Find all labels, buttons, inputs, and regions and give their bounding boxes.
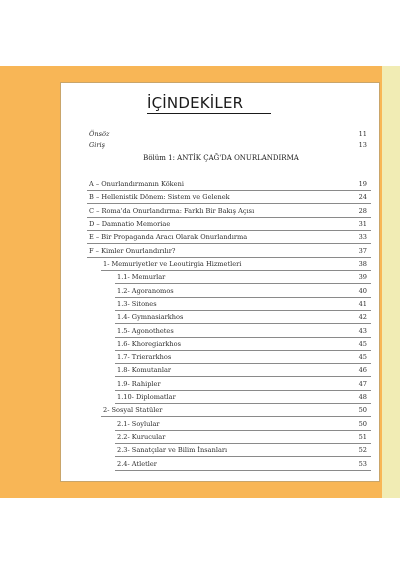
toc-entry-row [61, 205, 381, 217]
toc-entry-row [61, 444, 381, 456]
toc-entry-page: 53 [358, 459, 367, 468]
toc-entry-page: 38 [358, 259, 367, 268]
toc-entry-label: E – Bir Propaganda Aracı Olarak Onurlandırma [89, 233, 248, 242]
front-matter-label: Giriş [89, 141, 106, 149]
title-underline [147, 113, 271, 114]
toc-entry-label: 1.6- Khoregiarkhos [117, 339, 182, 348]
toc-entry-label: 1- Memuriyetler ve Leoutirgia Hizmetleri [103, 259, 242, 268]
toc-entry-row [61, 271, 381, 283]
toc-entry-label: 2- Sosyal Statüler [103, 406, 163, 415]
toc-entry-page: 50 [358, 406, 367, 415]
toc-entry-page: 31 [358, 219, 367, 228]
toc-entry-row [61, 178, 381, 190]
toc-entry-page: 50 [358, 419, 367, 428]
toc-entry-row [61, 285, 381, 297]
toc-entry-label: 1.10- Diplomatlar [117, 393, 176, 402]
toc-entry-row [61, 191, 381, 203]
toc-entry-label: 2.2- Kurucular [117, 433, 166, 442]
toc-entry-page: 46 [358, 366, 367, 375]
toc-entry-page: 24 [358, 193, 367, 202]
toc-entry-row [61, 311, 381, 323]
toc-entry-page: 19 [358, 180, 367, 188]
toc-entry-row [61, 364, 381, 376]
toc-entry-label: 2.4- Atletler [117, 459, 157, 468]
toc-entry-row [61, 458, 381, 470]
toc-entry-row [61, 298, 381, 310]
front-matter-page: 13 [358, 141, 367, 149]
toc-entry-page: 47 [358, 379, 367, 388]
toc-entry-page: 28 [358, 206, 367, 215]
toc-entry-row [61, 218, 381, 230]
toc-entry-page: 37 [358, 246, 367, 255]
toc-entry-label: A – Onurlandırmanın Kökeni [89, 180, 184, 188]
toc-entry-page: 42 [358, 313, 367, 322]
toc-entry-label: 1.5- Agonothetes [117, 326, 174, 335]
toc-entry-row [61, 325, 381, 337]
toc-entry-row [61, 231, 381, 243]
toc-entry-label: F – Kimler Onurlandırılır? [89, 246, 176, 255]
toc-entry-row [61, 245, 381, 257]
toc-entry-row [61, 338, 381, 350]
front-matter-label: Önsöz [89, 130, 110, 138]
toc-entry-page: 45 [358, 339, 367, 348]
toc-entry-row [61, 351, 381, 363]
toc-entry-label: C – Roma'da Onurlandırma: Farklı Bir Bakış Açısı [89, 206, 255, 215]
toc-entry-page: 43 [358, 326, 367, 335]
front-matter-row [61, 139, 381, 151]
toc-entry-row [61, 391, 381, 403]
toc-page [60, 82, 380, 482]
toc-leader-line [115, 470, 371, 471]
toc-entry-label: 1.8- Komutanlar [117, 366, 172, 375]
toc-entry-label: 1.3- Sitones [117, 299, 157, 308]
toc-entry-page: 51 [358, 433, 367, 442]
book-spine [382, 66, 400, 498]
toc-entry-row [61, 418, 381, 430]
toc-entry-label: D – Damnatio Memoriae [89, 219, 171, 228]
toc-entry-label: 1.9- Rahipler [117, 379, 161, 388]
section-heading: Bölüm 1: ANTİK ÇAĞ'DA ONURLANDIRMA [143, 154, 299, 162]
toc-entry-page: 52 [358, 446, 367, 455]
toc-entry-row [61, 431, 381, 443]
toc-title: İÇİNDEKİLER [147, 94, 244, 112]
toc-entry-page: 48 [358, 393, 367, 402]
toc-entry-row [61, 404, 381, 416]
toc-entry-row [61, 378, 381, 390]
toc-entry-page: 40 [358, 286, 367, 295]
toc-entry-page: 45 [358, 353, 367, 362]
toc-entry-page: 39 [358, 273, 367, 282]
toc-entry-label: 2.3- Sanatçılar ve Bilim İnsanları [117, 446, 228, 455]
toc-entry-label: 1.1- Memurlar [117, 273, 166, 282]
toc-entry-label: 1.4- Gymnasiarkhos [117, 313, 184, 322]
toc-entry-label: 1.7- Trierarkhos [117, 353, 172, 362]
toc-entry-label: B – Hellenistik Dönem: Sistem ve Gelenek [89, 193, 230, 202]
toc-entry-label: 2.1- Soylular [117, 419, 160, 428]
toc-entry-label: 1.2- Agoranomos [117, 286, 174, 295]
toc-entry-row [61, 258, 381, 270]
toc-entry-page: 33 [358, 233, 367, 242]
toc-entry-page: 41 [358, 299, 367, 308]
front-matter-page: 11 [358, 130, 367, 138]
